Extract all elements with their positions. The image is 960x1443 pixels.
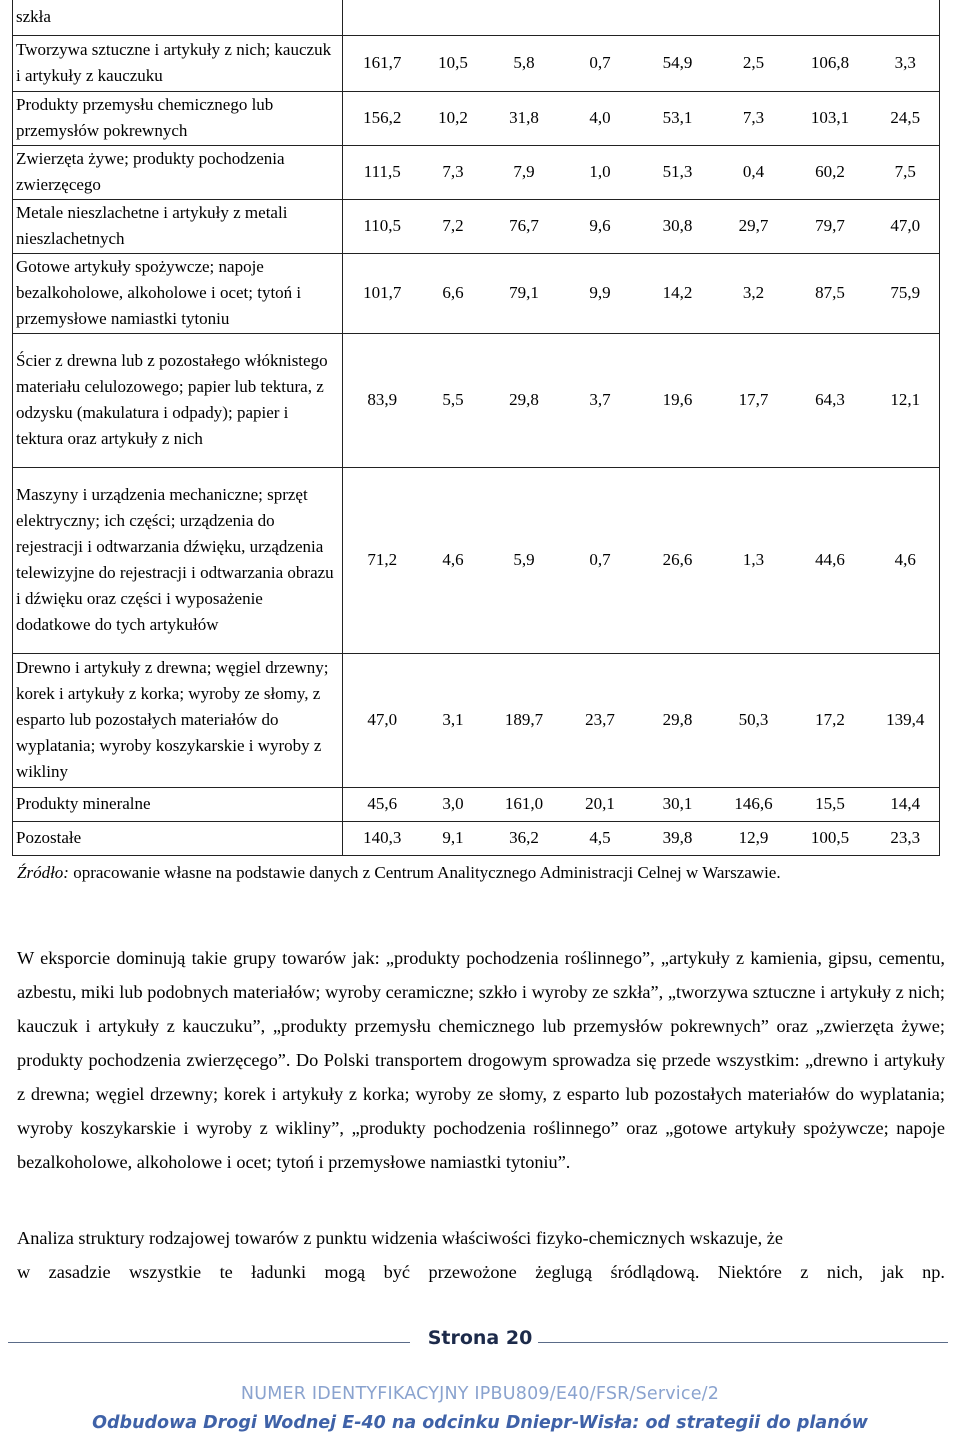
value-cell: 5,5 (422, 333, 485, 467)
value-cell: 110,5 (343, 199, 422, 253)
value-cell: 0,7 (564, 467, 637, 653)
value-cell: 30,8 (637, 199, 719, 253)
value-cell: 24,5 (872, 91, 940, 145)
row-label: Pozostałe (13, 821, 343, 855)
value-cell: 9,1 (422, 821, 485, 855)
value-cell: 44,6 (789, 467, 872, 653)
table-row (13, 467, 940, 653)
body-paragraph-2: Analiza struktury rodzajowej towarów z punktu widzenia właściwości fizyko-chemicznych wskazuje, że (17, 1228, 784, 1248)
value-cell: 4,5 (564, 821, 637, 855)
value-cell: 1,3 (719, 467, 789, 653)
value-cell: 10,5 (422, 35, 485, 91)
value-cell: 47,0 (343, 653, 422, 787)
value-cell: 7,2 (422, 199, 485, 253)
value-cell: 17,7 (719, 333, 789, 467)
value-cell: 47,0 (872, 199, 940, 253)
row-label: Zwierzęta żywe; produkty pochodzenia zwierzęcego (13, 145, 343, 199)
value-cell: 0,7 (564, 35, 637, 91)
value-cell: 4,0 (564, 91, 637, 145)
value-cell: 17,2 (789, 653, 872, 787)
value-cell: 139,4 (872, 653, 940, 787)
table-row (13, 91, 940, 145)
value-cell: 83,9 (343, 333, 422, 467)
value-cell: 7,9 (485, 145, 564, 199)
value-cell: 39,8 (637, 821, 719, 855)
table-row (13, 653, 940, 787)
value-cell: 5,8 (485, 35, 564, 91)
row-label: Gotowe artykuły spożywcze; napoje bezalkoholowe, alkoholowe i ocet; tytoń i przemysłowe namiastki tytoniu (13, 253, 343, 333)
value-cell: 2,5 (719, 35, 789, 91)
footer-id-line: NUMER IDENTYFIKACYJNY IPBU809/E40/FSR/Service/2 (240, 1384, 720, 1404)
value-cell: 14,4 (872, 787, 940, 821)
value-cell: 79,7 (789, 199, 872, 253)
value-cell: 189,7 (485, 653, 564, 787)
value-cell: 26,6 (637, 467, 719, 653)
value-cell: 71,2 (343, 467, 422, 653)
value-cell: 14,2 (637, 253, 719, 333)
source-prefix: Źródło: (17, 863, 69, 882)
value-cell: 79,1 (485, 253, 564, 333)
value-cell: 30,1 (637, 787, 719, 821)
value-cell: 1,0 (564, 145, 637, 199)
value-cell: 29,8 (485, 333, 564, 467)
value-cell: 29,7 (719, 199, 789, 253)
value-cell: 64,3 (789, 333, 872, 467)
footer-title-line: Odbudowa Drogi Wodnej E-40 na odcinku Dniepr-Wisła: od strategii do planów (92, 1413, 868, 1433)
value-cell: 15,5 (789, 787, 872, 821)
table-row (13, 199, 940, 253)
value-cell: 103,1 (789, 91, 872, 145)
value-cell: 146,6 (719, 787, 789, 821)
table-row (13, 0, 940, 35)
value-cell: 101,7 (343, 253, 422, 333)
value-cell: 5,9 (485, 467, 564, 653)
value-cell: 9,9 (564, 253, 637, 333)
row-label: Produkty przemysłu chemicznego lub przemysłów pokrewnych (13, 91, 343, 145)
row-label: szkła (13, 0, 343, 35)
value-cell: 106,8 (789, 35, 872, 91)
value-cell: 3,2 (719, 253, 789, 333)
body-paragraph-1: W eksporcie dominują takie grupy towarów jak: „produkty pochodzenia roślinnego”, „artykuły z kamienia, gipsu, cementu, azbestu, miki lub podobnych materiałów; wyroby ceramiczne; szkło i wyroby ze szkła”, „tworzywa sztuczne i artykuły z nich; kauczuk i artykuły z kauczuku”, „produkty przemysłu chemicznego lub przemysłów pokrewnych” oraz „zwierzęta żywe; produkty pochodzenia zwierzęcego”. Do Polski transportem drogowym sprowadza się przede wszystkim: „drewno i artykuły z drewna; węgiel drzewny; korek i artykuły z korka; wyroby ze słomy, z esparto lub pozostałych materiałów do wyplatania; wyroby koszykarskie i wyroby z wikliny”, „produkty pochodzenia roślinnego” oraz „gotowe artykuły spożywcze; napoje bezalkoholowe, alkoholowe i ocet; tytoń i przemysłowe namiastki tytoniu”. (17, 948, 945, 1172)
row-label: Metale nieszlachetne i artykuły z metali nieszlachetnych (13, 199, 343, 253)
row-label: Produkty mineralne (13, 787, 343, 821)
row-label: Drewno i artykuły z drewna; węgiel drzewny; korek i artykuły z korka; wyroby ze słomy, z esparto lub pozostałych materiałów do wyplatania; wyroby koszykarskie i wyroby z wikliny (13, 653, 343, 787)
value-cell: 3,0 (422, 787, 485, 821)
value-cell: 20,1 (564, 787, 637, 821)
table-row (13, 35, 940, 91)
source-text: opracowanie własne na podstawie danych z Centrum Analitycznego Administracji Celnej w Warszawie. (68, 863, 781, 882)
value-cell: 3,7 (564, 333, 637, 467)
row-label: Tworzywa sztuczne i artykuły z nich; kauczuk i artykuły z kauczuku (13, 35, 343, 91)
value-cell: 75,9 (872, 253, 940, 333)
value-cell: 111,5 (343, 145, 422, 199)
row-label: Ścier z drewna lub z pozostałego włóknistego materiału celulozowego; papier lub tektura, z odzysku (makulatura i odpady); papier i tektura oraz artykuły z nich (13, 333, 343, 467)
value-cell: 4,6 (422, 467, 485, 653)
value-cell: 45,6 (343, 787, 422, 821)
value-cell: 29,8 (637, 653, 719, 787)
value-cell: 12,1 (872, 333, 940, 467)
value-cell: 161,0 (485, 787, 564, 821)
value-cell: 60,2 (789, 145, 872, 199)
value-cell: 3,3 (872, 35, 940, 91)
value-cell: 19,6 (637, 333, 719, 467)
body-paragraph-3: w zasadzie wszystkie te ładunki mogą być przewożone żeglugą śródlądową. Niektóre z nich, jak np. (17, 1262, 945, 1282)
value-cell: 4,6 (872, 467, 940, 653)
value-cell: 0,4 (719, 145, 789, 199)
page-number: Strona 20 (427, 1327, 533, 1349)
value-cell: 23,7 (564, 653, 637, 787)
value-cell: 12,9 (719, 821, 789, 855)
value-cell: 3,1 (422, 653, 485, 787)
value-cell: 7,5 (872, 145, 940, 199)
value-cell: 156,2 (343, 91, 422, 145)
row-label: Maszyny i urządzenia mechaniczne; sprzęt elektryczny; ich części; urządzenia do rejestracji i odtwarzania dźwięku, urządzenia telewizyjne do rejestracji i odtwarzania obrazu i dźwięku oraz części i wyposażenie dodatkowe do tych artykułów (13, 467, 343, 653)
value-cell: 54,9 (637, 35, 719, 91)
value-cell: 7,3 (422, 145, 485, 199)
value-cell: 53,1 (637, 91, 719, 145)
value-cell: 31,8 (485, 91, 564, 145)
empty-cell (343, 0, 940, 35)
table-row (13, 333, 940, 467)
table-row (13, 821, 940, 855)
value-cell: 10,2 (422, 91, 485, 145)
value-cell: 140,3 (343, 821, 422, 855)
value-cell: 36,2 (485, 821, 564, 855)
table-row (13, 787, 940, 821)
value-cell: 76,7 (485, 199, 564, 253)
value-cell: 9,6 (564, 199, 637, 253)
source-note (17, 860, 947, 886)
value-cell: 51,3 (637, 145, 719, 199)
table-row (13, 253, 940, 333)
value-cell: 23,3 (872, 821, 940, 855)
value-cell: 6,6 (422, 253, 485, 333)
value-cell: 100,5 (789, 821, 872, 855)
value-cell: 161,7 (343, 35, 422, 91)
value-cell: 87,5 (789, 253, 872, 333)
value-cell: 7,3 (719, 91, 789, 145)
trade-table (12, 0, 940, 856)
value-cell: 50,3 (719, 653, 789, 787)
table-row (13, 145, 940, 199)
